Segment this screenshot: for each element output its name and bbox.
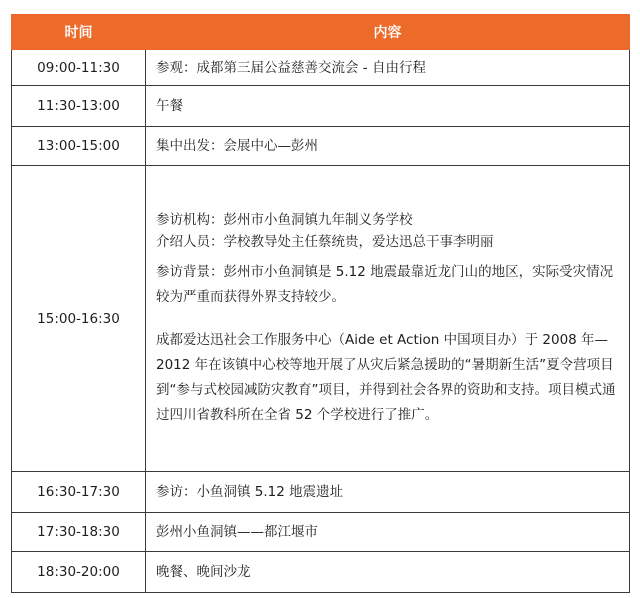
visit-organization: 参访机构：彭州市小鱼洞镇九年制义务学校 [156,212,413,228]
presenters: 介绍人员：学校教导处主任蔡统贵，爱达迅总干事李明丽 [156,234,494,250]
table-row [12,513,630,552]
content-cell: 参访：小鱼洞镇 5.12 地震遗址 [146,472,630,513]
table-row [12,552,630,593]
time-cell: 15:00-16:30 [12,166,146,472]
table-row [12,472,630,513]
table-header-row [12,15,630,50]
table-row [12,127,630,166]
time-cell: 09:00-11:30 [12,50,146,86]
table-row [12,166,630,472]
content-cell: 集中出发：会展中心—彭州 [146,127,630,166]
content-cell [146,166,630,472]
content-cell: 参观：成都第三届公益慈善交流会 - 自由行程 [146,50,630,86]
time-column-header: 时间 [12,15,146,50]
content-cell: 午餐 [146,86,630,127]
content-column-header: 内容 [146,15,630,50]
content-cell: 晚餐、晚间沙龙 [146,552,630,593]
content-cell: 彭州小鱼洞镇——都江堰市 [146,513,630,552]
schedule-table [11,14,630,593]
time-cell: 16:30-17:30 [12,472,146,513]
project-description: 成都爱达迅社会工作服务中心（Aide et Action 中国项目办）于 2008 年—2012 年在该镇中心校等地开展了从灾后紧急援助的“暑期新生活”夏令营项目到“参与式校园减防灾教育”项目，并得到社会各界的资助和支持。项目模式通过四川省教科所在全省 52 个学校进行了推广。 [156,332,616,423]
time-cell: 13:00-15:00 [12,127,146,166]
table-row [12,86,630,127]
table-row [12,50,630,86]
time-cell: 18:30-20:00 [12,552,146,593]
time-cell: 17:30-18:30 [12,513,146,552]
time-cell: 11:30-13:00 [12,86,146,127]
visit-background: 参访背景：彭州市小鱼洞镇是 5.12 地震最靠近龙门山的地区，实际受灾情况较为严重而获得外界支持较少。 [156,264,614,305]
